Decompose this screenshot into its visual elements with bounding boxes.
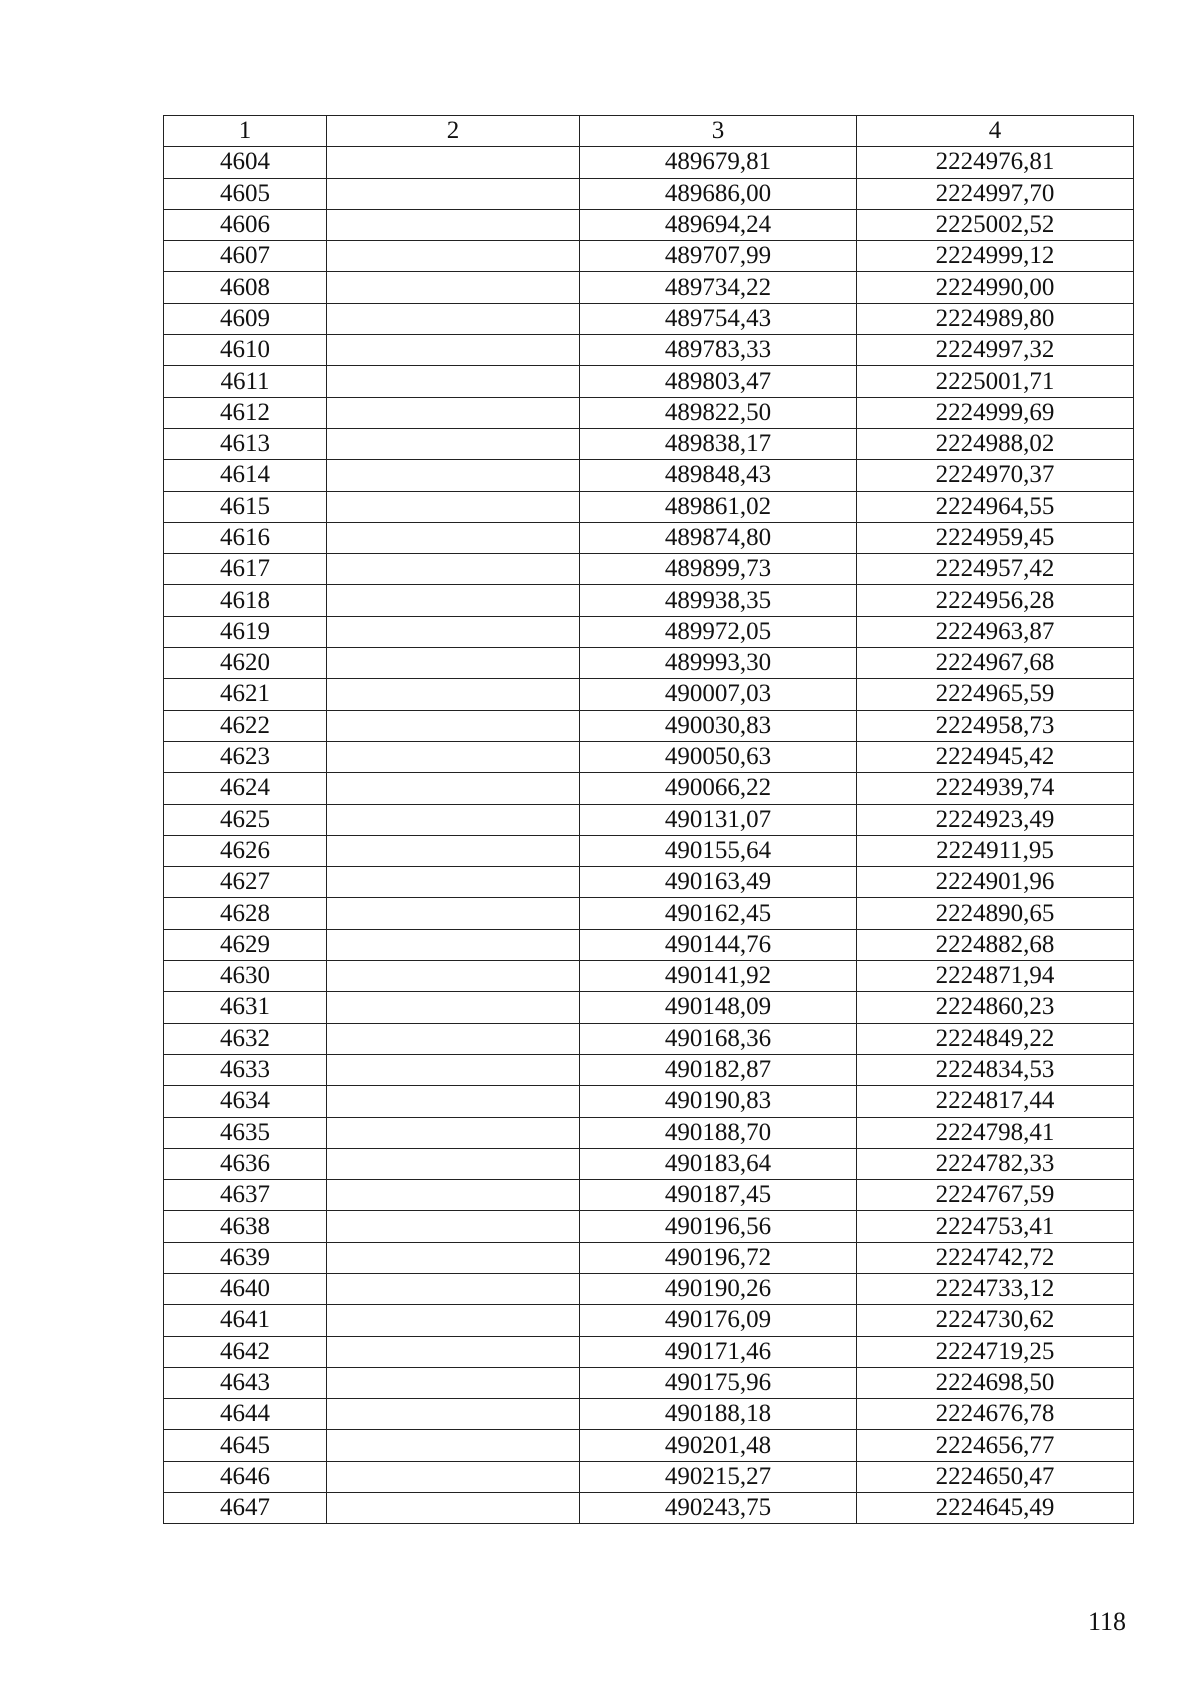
table-header bbox=[164, 116, 1134, 147]
column-2-cell bbox=[327, 241, 580, 272]
x-coordinate-cell: 489838,17 bbox=[580, 428, 857, 459]
point-number-cell: 4611 bbox=[164, 366, 327, 397]
column-2-cell bbox=[327, 209, 580, 240]
x-coordinate-cell: 490215,27 bbox=[580, 1461, 857, 1492]
table-row bbox=[164, 929, 1134, 960]
point-number-cell: 4615 bbox=[164, 491, 327, 522]
column-2-cell bbox=[327, 867, 580, 898]
point-number-cell: 4605 bbox=[164, 178, 327, 209]
table-row bbox=[164, 1148, 1134, 1179]
y-coordinate-cell: 2224782,33 bbox=[857, 1148, 1134, 1179]
header-cell-2: 2 bbox=[327, 116, 580, 147]
table-row bbox=[164, 835, 1134, 866]
table-row bbox=[164, 773, 1134, 804]
x-coordinate-cell: 489848,43 bbox=[580, 460, 857, 491]
table-row bbox=[164, 616, 1134, 647]
x-coordinate-cell: 489707,99 bbox=[580, 241, 857, 272]
column-2-cell bbox=[327, 616, 580, 647]
point-number-cell: 4616 bbox=[164, 522, 327, 553]
column-2-cell bbox=[327, 773, 580, 804]
point-number-cell: 4628 bbox=[164, 898, 327, 929]
column-2-cell bbox=[327, 366, 580, 397]
point-number-cell: 4635 bbox=[164, 1117, 327, 1148]
x-coordinate-cell: 489861,02 bbox=[580, 491, 857, 522]
y-coordinate-cell: 2224656,77 bbox=[857, 1430, 1134, 1461]
table-row bbox=[164, 898, 1134, 929]
x-coordinate-cell: 490163,49 bbox=[580, 867, 857, 898]
x-coordinate-cell: 490141,92 bbox=[580, 961, 857, 992]
point-number-cell: 4647 bbox=[164, 1493, 327, 1524]
y-coordinate-cell: 2224957,42 bbox=[857, 554, 1134, 585]
header-cell-4: 4 bbox=[857, 116, 1134, 147]
column-2-cell bbox=[327, 1086, 580, 1117]
x-coordinate-cell: 490131,07 bbox=[580, 804, 857, 835]
y-coordinate-cell: 2224719,25 bbox=[857, 1336, 1134, 1367]
y-coordinate-cell: 2224871,94 bbox=[857, 961, 1134, 992]
x-coordinate-cell: 490176,09 bbox=[580, 1305, 857, 1336]
table-row bbox=[164, 491, 1134, 522]
point-number-cell: 4643 bbox=[164, 1367, 327, 1398]
table-row bbox=[164, 679, 1134, 710]
y-coordinate-cell: 2224976,81 bbox=[857, 147, 1134, 178]
point-number-cell: 4612 bbox=[164, 397, 327, 428]
table-row bbox=[164, 1117, 1134, 1148]
table-row bbox=[164, 1461, 1134, 1492]
point-number-cell: 4607 bbox=[164, 241, 327, 272]
point-number-cell: 4644 bbox=[164, 1399, 327, 1430]
point-number-cell: 4634 bbox=[164, 1086, 327, 1117]
x-coordinate-cell: 490243,75 bbox=[580, 1493, 857, 1524]
x-coordinate-cell: 490050,63 bbox=[580, 741, 857, 772]
column-2-cell bbox=[327, 1117, 580, 1148]
column-2-cell bbox=[327, 522, 580, 553]
point-number-cell: 4637 bbox=[164, 1180, 327, 1211]
column-2-cell bbox=[327, 741, 580, 772]
x-coordinate-cell: 490175,96 bbox=[580, 1367, 857, 1398]
y-coordinate-cell: 2224798,41 bbox=[857, 1117, 1134, 1148]
table-row bbox=[164, 209, 1134, 240]
x-coordinate-cell: 490188,70 bbox=[580, 1117, 857, 1148]
column-2-cell bbox=[327, 1211, 580, 1242]
y-coordinate-cell: 2224990,00 bbox=[857, 272, 1134, 303]
point-number-cell: 4620 bbox=[164, 648, 327, 679]
column-2-cell bbox=[327, 585, 580, 616]
point-number-cell: 4638 bbox=[164, 1211, 327, 1242]
header-cell-3: 3 bbox=[580, 116, 857, 147]
y-coordinate-cell: 2224965,59 bbox=[857, 679, 1134, 710]
table-body bbox=[164, 147, 1134, 1524]
column-2-cell bbox=[327, 178, 580, 209]
column-2-cell bbox=[327, 898, 580, 929]
y-coordinate-cell: 2224956,28 bbox=[857, 585, 1134, 616]
y-coordinate-cell: 2224645,49 bbox=[857, 1493, 1134, 1524]
column-2-cell bbox=[327, 335, 580, 366]
y-coordinate-cell: 2224945,42 bbox=[857, 741, 1134, 772]
point-number-cell: 4618 bbox=[164, 585, 327, 616]
y-coordinate-cell: 2224834,53 bbox=[857, 1054, 1134, 1085]
table-row bbox=[164, 241, 1134, 272]
table-row bbox=[164, 397, 1134, 428]
point-number-cell: 4626 bbox=[164, 835, 327, 866]
table-row bbox=[164, 1430, 1134, 1461]
point-number-cell: 4608 bbox=[164, 272, 327, 303]
column-2-cell bbox=[327, 1273, 580, 1304]
x-coordinate-cell: 490190,26 bbox=[580, 1273, 857, 1304]
point-number-cell: 4642 bbox=[164, 1336, 327, 1367]
point-number-cell: 4624 bbox=[164, 773, 327, 804]
column-2-cell bbox=[327, 1242, 580, 1273]
y-coordinate-cell: 2224849,22 bbox=[857, 1023, 1134, 1054]
table-row bbox=[164, 867, 1134, 898]
point-number-cell: 4641 bbox=[164, 1305, 327, 1336]
column-2-cell bbox=[327, 1148, 580, 1179]
point-number-cell: 4640 bbox=[164, 1273, 327, 1304]
y-coordinate-cell: 2224882,68 bbox=[857, 929, 1134, 960]
y-coordinate-cell: 2224997,32 bbox=[857, 335, 1134, 366]
column-2-cell bbox=[327, 1367, 580, 1398]
table-row bbox=[164, 710, 1134, 741]
table-row bbox=[164, 1242, 1134, 1273]
y-coordinate-cell: 2224997,70 bbox=[857, 178, 1134, 209]
x-coordinate-cell: 489972,05 bbox=[580, 616, 857, 647]
column-2-cell bbox=[327, 1493, 580, 1524]
column-2-cell bbox=[327, 679, 580, 710]
x-coordinate-cell: 490182,87 bbox=[580, 1054, 857, 1085]
column-2-cell bbox=[327, 428, 580, 459]
column-2-cell bbox=[327, 804, 580, 835]
y-coordinate-cell: 2224817,44 bbox=[857, 1086, 1134, 1117]
y-coordinate-cell: 2224939,74 bbox=[857, 773, 1134, 804]
y-coordinate-cell: 2224742,72 bbox=[857, 1242, 1134, 1273]
x-coordinate-cell: 490030,83 bbox=[580, 710, 857, 741]
y-coordinate-cell: 2224860,23 bbox=[857, 992, 1134, 1023]
x-coordinate-cell: 490007,03 bbox=[580, 679, 857, 710]
y-coordinate-cell: 2224753,41 bbox=[857, 1211, 1134, 1242]
table-row bbox=[164, 1305, 1134, 1336]
y-coordinate-cell: 2224958,73 bbox=[857, 710, 1134, 741]
header-row bbox=[164, 116, 1134, 147]
table-row bbox=[164, 303, 1134, 334]
point-number-cell: 4646 bbox=[164, 1461, 327, 1492]
point-number-cell: 4630 bbox=[164, 961, 327, 992]
y-coordinate-cell: 2224650,47 bbox=[857, 1461, 1134, 1492]
column-2-cell bbox=[327, 1399, 580, 1430]
x-coordinate-cell: 489679,81 bbox=[580, 147, 857, 178]
table-row bbox=[164, 428, 1134, 459]
y-coordinate-cell: 2224988,02 bbox=[857, 428, 1134, 459]
point-number-cell: 4609 bbox=[164, 303, 327, 334]
x-coordinate-cell: 490155,64 bbox=[580, 835, 857, 866]
table-row bbox=[164, 585, 1134, 616]
y-coordinate-cell: 2224767,59 bbox=[857, 1180, 1134, 1211]
point-number-cell: 4622 bbox=[164, 710, 327, 741]
table-row bbox=[164, 1399, 1134, 1430]
table-row bbox=[164, 1211, 1134, 1242]
x-coordinate-cell: 490188,18 bbox=[580, 1399, 857, 1430]
column-2-cell bbox=[327, 147, 580, 178]
table-row bbox=[164, 1367, 1134, 1398]
table-row bbox=[164, 1336, 1134, 1367]
y-coordinate-cell: 2224923,49 bbox=[857, 804, 1134, 835]
y-coordinate-cell: 2225002,52 bbox=[857, 209, 1134, 240]
column-2-cell bbox=[327, 303, 580, 334]
y-coordinate-cell: 2224999,69 bbox=[857, 397, 1134, 428]
x-coordinate-cell: 489783,33 bbox=[580, 335, 857, 366]
x-coordinate-cell: 490196,72 bbox=[580, 1242, 857, 1273]
column-2-cell bbox=[327, 272, 580, 303]
table-row bbox=[164, 272, 1134, 303]
x-coordinate-cell: 490148,09 bbox=[580, 992, 857, 1023]
column-2-cell bbox=[327, 835, 580, 866]
column-2-cell bbox=[327, 1336, 580, 1367]
table-row bbox=[164, 554, 1134, 585]
point-number-cell: 4619 bbox=[164, 616, 327, 647]
point-number-cell: 4636 bbox=[164, 1148, 327, 1179]
table-row bbox=[164, 1273, 1134, 1304]
header-cell-1: 1 bbox=[164, 116, 327, 147]
x-coordinate-cell: 489993,30 bbox=[580, 648, 857, 679]
y-coordinate-cell: 2224963,87 bbox=[857, 616, 1134, 647]
y-coordinate-cell: 2224730,62 bbox=[857, 1305, 1134, 1336]
column-2-cell bbox=[327, 1180, 580, 1211]
point-number-cell: 4633 bbox=[164, 1054, 327, 1085]
x-coordinate-cell: 490066,22 bbox=[580, 773, 857, 804]
x-coordinate-cell: 489803,47 bbox=[580, 366, 857, 397]
point-number-cell: 4639 bbox=[164, 1242, 327, 1273]
point-number-cell: 4645 bbox=[164, 1430, 327, 1461]
point-number-cell: 4625 bbox=[164, 804, 327, 835]
y-coordinate-cell: 2224676,78 bbox=[857, 1399, 1134, 1430]
column-2-cell bbox=[327, 460, 580, 491]
point-number-cell: 4621 bbox=[164, 679, 327, 710]
column-2-cell bbox=[327, 992, 580, 1023]
table-row bbox=[164, 522, 1134, 553]
x-coordinate-cell: 490190,83 bbox=[580, 1086, 857, 1117]
column-2-cell bbox=[327, 491, 580, 522]
x-coordinate-cell: 490144,76 bbox=[580, 929, 857, 960]
column-2-cell bbox=[327, 1054, 580, 1085]
table-row bbox=[164, 1086, 1134, 1117]
y-coordinate-cell: 2224964,55 bbox=[857, 491, 1134, 522]
column-2-cell bbox=[327, 397, 580, 428]
x-coordinate-cell: 489938,35 bbox=[580, 585, 857, 616]
column-2-cell bbox=[327, 1430, 580, 1461]
x-coordinate-cell: 490168,36 bbox=[580, 1023, 857, 1054]
table-row bbox=[164, 335, 1134, 366]
point-number-cell: 4629 bbox=[164, 929, 327, 960]
point-number-cell: 4610 bbox=[164, 335, 327, 366]
table-row bbox=[164, 992, 1134, 1023]
y-coordinate-cell: 2224959,45 bbox=[857, 522, 1134, 553]
column-2-cell bbox=[327, 554, 580, 585]
page-number: 118 bbox=[1088, 1607, 1127, 1636]
y-coordinate-cell: 2224890,65 bbox=[857, 898, 1134, 929]
x-coordinate-cell: 490171,46 bbox=[580, 1336, 857, 1367]
column-2-cell bbox=[327, 1461, 580, 1492]
y-coordinate-cell: 2224911,95 bbox=[857, 835, 1134, 866]
x-coordinate-cell: 490196,56 bbox=[580, 1211, 857, 1242]
x-coordinate-cell: 489694,24 bbox=[580, 209, 857, 240]
y-coordinate-cell: 2225001,71 bbox=[857, 366, 1134, 397]
point-number-cell: 4632 bbox=[164, 1023, 327, 1054]
point-number-cell: 4604 bbox=[164, 147, 327, 178]
column-2-cell bbox=[327, 648, 580, 679]
y-coordinate-cell: 2224733,12 bbox=[857, 1273, 1134, 1304]
table-row bbox=[164, 804, 1134, 835]
x-coordinate-cell: 489822,50 bbox=[580, 397, 857, 428]
y-coordinate-cell: 2224901,96 bbox=[857, 867, 1134, 898]
table-row bbox=[164, 460, 1134, 491]
y-coordinate-cell: 2224967,68 bbox=[857, 648, 1134, 679]
point-number-cell: 4606 bbox=[164, 209, 327, 240]
table-row bbox=[164, 1054, 1134, 1085]
column-2-cell bbox=[327, 710, 580, 741]
table-row bbox=[164, 961, 1134, 992]
y-coordinate-cell: 2224999,12 bbox=[857, 241, 1134, 272]
x-coordinate-cell: 490162,45 bbox=[580, 898, 857, 929]
table-row bbox=[164, 178, 1134, 209]
y-coordinate-cell: 2224989,80 bbox=[857, 303, 1134, 334]
y-coordinate-cell: 2224698,50 bbox=[857, 1367, 1134, 1398]
table-row bbox=[164, 366, 1134, 397]
point-number-cell: 4627 bbox=[164, 867, 327, 898]
x-coordinate-cell: 490201,48 bbox=[580, 1430, 857, 1461]
x-coordinate-cell: 489754,43 bbox=[580, 303, 857, 334]
table-row bbox=[164, 648, 1134, 679]
x-coordinate-cell: 489874,80 bbox=[580, 522, 857, 553]
table-row bbox=[164, 1180, 1134, 1211]
x-coordinate-cell: 490183,64 bbox=[580, 1148, 857, 1179]
x-coordinate-cell: 490187,45 bbox=[580, 1180, 857, 1211]
point-number-cell: 4623 bbox=[164, 741, 327, 772]
x-coordinate-cell: 489899,73 bbox=[580, 554, 857, 585]
table-row bbox=[164, 1493, 1134, 1524]
point-number-cell: 4631 bbox=[164, 992, 327, 1023]
table-row bbox=[164, 147, 1134, 178]
table-row bbox=[164, 1023, 1134, 1054]
point-number-cell: 4613 bbox=[164, 428, 327, 459]
coordinates-table bbox=[163, 115, 1134, 1524]
point-number-cell: 4617 bbox=[164, 554, 327, 585]
point-number-cell: 4614 bbox=[164, 460, 327, 491]
y-coordinate-cell: 2224970,37 bbox=[857, 460, 1134, 491]
column-2-cell bbox=[327, 1023, 580, 1054]
column-2-cell bbox=[327, 929, 580, 960]
x-coordinate-cell: 489686,00 bbox=[580, 178, 857, 209]
column-2-cell bbox=[327, 1305, 580, 1336]
table-row bbox=[164, 741, 1134, 772]
x-coordinate-cell: 489734,22 bbox=[580, 272, 857, 303]
column-2-cell bbox=[327, 961, 580, 992]
